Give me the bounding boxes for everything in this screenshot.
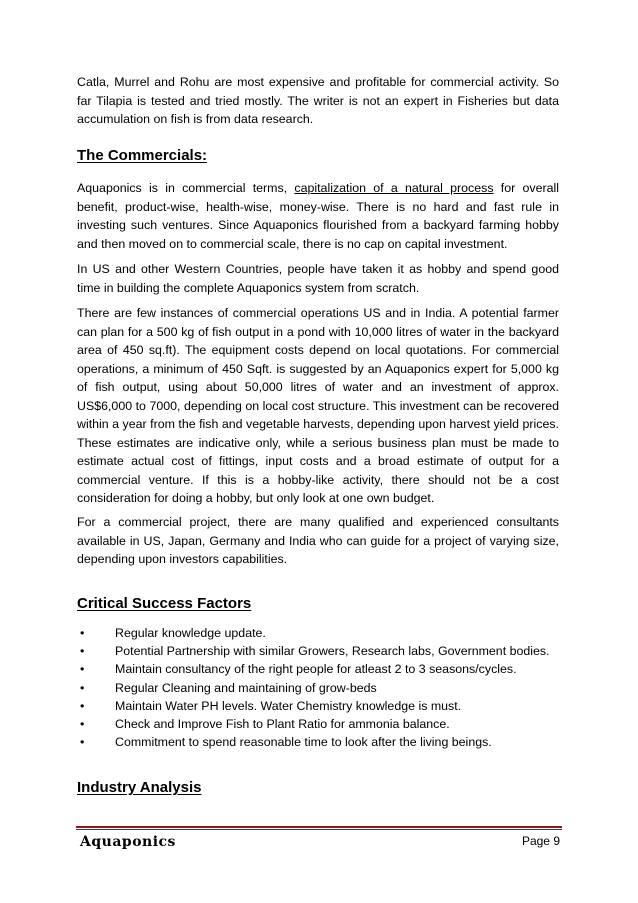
commercials-paragraph-2: In US and other Western Countries, people have taken it as hobby and spend good time in building the complete Aquaponics system from scratch. xyxy=(77,262,559,295)
bullet-icon: • xyxy=(80,717,85,732)
list-item xyxy=(77,697,559,715)
footer-title: Aquaponics xyxy=(80,834,176,850)
industry-analysis-heading: Industry Analysis xyxy=(77,779,202,796)
commercials-p1-after: for overall benefit, product-wise, health-wise, money-wise. There is no hard and fast rule in investing such ventures. Since Aquaponics flourished from a backyard farming hobby and then moved on to commercial scale, there is no cap on capital investment. xyxy=(77,181,559,251)
csf-heading: Critical Success Factors xyxy=(77,595,252,612)
list-item-text: Maintain consultancy of the right people for atleast 2 to 3 seasons/cycles. xyxy=(115,662,517,677)
list-item xyxy=(77,679,559,697)
commercials-paragraph-1 xyxy=(77,179,559,253)
list-item xyxy=(77,642,559,660)
bullet-icon: • xyxy=(80,662,85,677)
capitalization-link[interactable]: capitalization of a natural process xyxy=(294,181,494,195)
commercials-p1-before: Aquaponics is in commercial terms, xyxy=(77,181,295,195)
bullet-icon: • xyxy=(80,644,85,659)
list-item xyxy=(77,715,559,733)
commercials-heading: The Commercials: xyxy=(77,147,208,164)
list-item-text: Potential Partnership with similar Growers, Research labs, Government bodies. xyxy=(115,644,550,659)
bullet-icon: • xyxy=(80,680,85,695)
intro-paragraph: Catla, Murrel and Rohu are most expensive and profitable for commercial activity. So far Tilapia is tested and tried mostly. The writer is not an expert in Fisheries but data accumulation on fish is from data research. xyxy=(77,75,559,126)
bullet-icon: • xyxy=(80,735,85,750)
bullet-icon: • xyxy=(80,626,85,640)
list-item-text: Check and Improve Fish to Plant Ratio for ammonia balance. xyxy=(115,717,450,732)
csf-list xyxy=(77,624,559,751)
list-item-text: Regular Cleaning and maintaining of grow-beds xyxy=(115,680,377,695)
footer-rule-thin xyxy=(76,829,562,830)
footer-rule xyxy=(76,826,562,828)
list-item-text: Maintain Water PH levels. Water Chemistry knowledge is must. xyxy=(115,698,462,713)
list-item-text: Commitment to spend reasonable time to look after the living beings. xyxy=(115,735,492,750)
bullet-icon: • xyxy=(80,698,85,713)
list-item-text: Regular knowledge update. xyxy=(115,626,266,640)
list-item xyxy=(77,733,559,751)
list-item xyxy=(77,624,559,642)
page-number: Page 9 xyxy=(521,834,560,848)
list-item xyxy=(77,660,559,678)
commercials-paragraph-4: For a commercial project, there are many qualified and experienced consultants available in US, Japan, Germany and India who can guide for a project of varying size, depending upon investors capabilities. xyxy=(77,515,559,566)
commercials-paragraph-3: There are few instances of commercial operations US and in India. A potential farmer can plan for a 500 kg of fish output in a pond with 10,000 litres of water in the backyard area of 450 sq.ft). The equipment costs depend on local quotations. For commercial operations, a minimum of 450 Sqft. is suggested by an Aquaponics expert for 5,000 kg of fish output, using about 50,000 litres of water and an investment of approx. US$6,000 to 7000, depending on local cost structure. This investment can be recovered within a year from the fish and vegetable harvests, depending upon harvest yield prices. These estimates are indicative only, while a serious business plan must be made to estimate actual cost of fittings, input costs and a broad estimate of output for a commercial venture. If this is a hobby-like activity, there should not be a cost consideration for doing a hobby, but only look at one own budget. xyxy=(77,306,559,505)
